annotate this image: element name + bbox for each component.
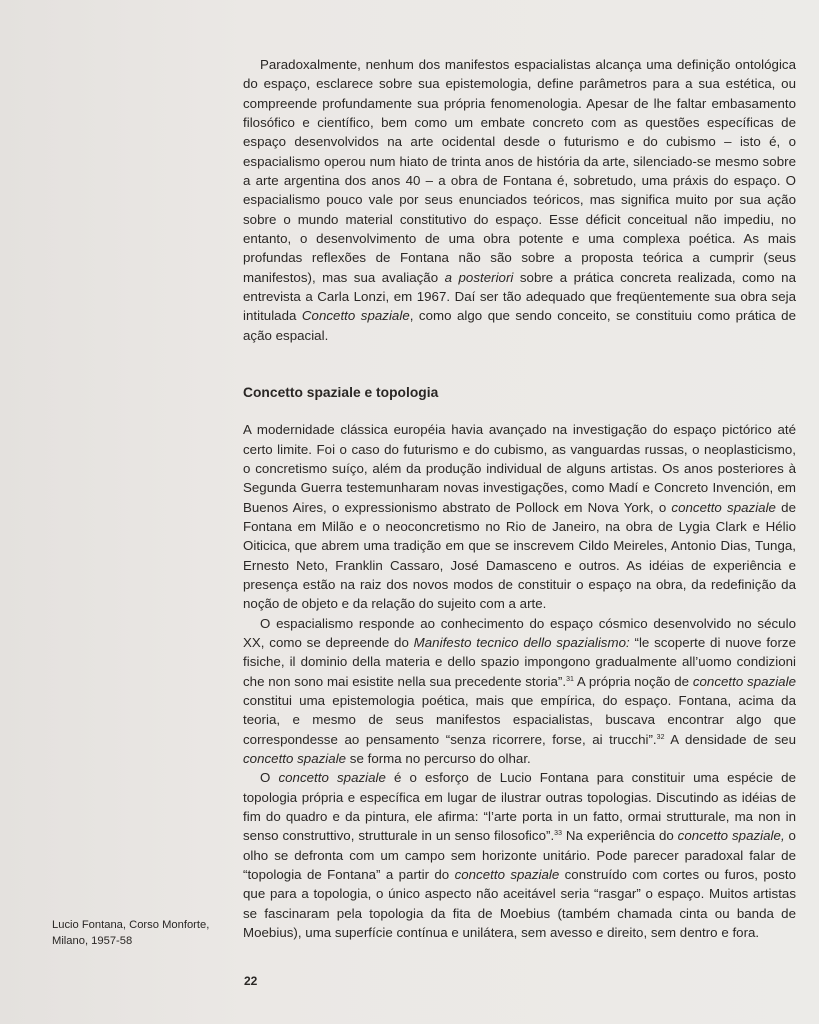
paragraph: A modernidade clássica européia havia avançado na investigação do espaço pictórico até certo limite. Foi o caso do futurismo e do cubismo, as vanguardas russas, o neoplasticismo, o concretismo suíço, além da produção individual de alguns artistas. Os anos posteriores à Segunda Guerra testemunharam novas investigações, como Madí e Concreto Invención, em Buenos Aires, o expressionismo abstrato de Pollock em Nova York, o concetto spaziale de Fontana em Milão e o neoconcretismo no Rio de Janeiro, na obra de Lygia Clark e Hélio Oiticica, que abrem uma tradição em que se inscrevem Cildo Meireles, Antonio Dias, Tunga, Ernesto Neto, Franklin Cassaro, José Damasceno e outros. As idéias de experiência e presença estão na raiz dos novos modos de constituir o espaço na obra, da redefinição da noção de objeto e da relação do sujeito com a arte. [243, 422, 796, 612]
page-number: 22 [244, 974, 258, 988]
paragraph: O concetto spaziale é o esforço de Lucio Fontana para constituir uma espécie de topologia própria e específica em lugar de ilustrar outras topologias. Discutindo as idéias de fim do quadro e da pintura, ele afirma: “l’arte porta in un fatto, ormai strutturale, ma non in senso construttivo, strutturale in un senso filosofico”.$^{33}$ Na experiência do concetto spaziale, o olho se defronta com um campo sem horizonte unitário. Pode parecer paradoxal falar de “topologia de Fontana” a partir do concetto spaziale construído com cortes ou furos, posto que para a topologia, o único aspecto não aceitável seria “rasgar” o espaço. Muitos artistas se fascinaram pela topologia da fita de Moebius (também chamada cinta ou banda de Moebius), uma superfície contínua e unilátera, sem avesso e direito, sem dentro e fora. [243, 770, 796, 941]
footnote-ref: 31 [566, 675, 574, 683]
paragraph: Paradoxalmente, nenhum dos manifestos espacialistas alcança uma definição ontológica do espaço, esclarece sobre sua epistemologia, define parâmetros para a sua estética, ou compreende profundamente sua própria fenomenologia. Apesar de lhe faltar embasamento filosófico e científico, bem como um embate concreto com as questões específicas de espaço desenvolvidos na arte ocidental desde o futurismo e do cubismo – isto é, o espacialismo operou num hiato de trinta anos de história da arte, silenciado-se mesmo sobre a arte argentina dos anos 40 – a obra de Fontana é, sobretudo, uma práxis do espaço. O espacialismo pouco vale por seus enunciados teóricos, mas significa muito por sua ação sobre o mundo material constitutivo do espaço. Esse déficit conceitual não impediu, no entanto, o desenvolvimento de uma obra potente e uma complexa poética. As mais profundas reflexões de Fontana não são sobre a proposta teórica a cumprir (seus manifestos), mas sua avaliação a posteriori sobre a prática concreta realizada, como na entrevista a Carla Lonzi, em 1967. Daí ser tão adequado que freqüentemente sua obra seja intitulada Concetto spaziale, como algo que sendo conceito, se constituiu como prática de ação espacial. [243, 57, 796, 343]
caption-line: Milano, 1957-58 [52, 934, 133, 947]
footnote-ref: 33 [554, 830, 562, 838]
text-column [243, 55, 796, 942]
image-caption [52, 918, 227, 949]
caption-line: Lucio Fontana, Corso Monforte, [52, 919, 210, 931]
paragraph: O espacialismo responde ao conhecimento do espaço cósmico desenvolvido no século XX, como se depreende do Manifesto tecnico dello spazialismo: “le scoperte di nuove forze fisiche, il dominio della materia e dello spazio impongono gradualmente all’uomo condizioni che non sono mai esistite nella sua precedente storia”.$^{31}$ A própria noção de concetto spaziale constitui uma epistemologia poética, mais que empírica, do espaço. Fontana, acima da teoria, e mesmo de seus manifestos espacialistas, buscava encontrar algo que correspondesse ao pensamento “senza ricorrere, forse, ai trucchi”.$^{32}$ A densidade de seu concetto spaziale se forma no percurso do olhar. [243, 615, 797, 766]
section-heading: Concetto spaziale e topologia [243, 385, 439, 401]
footnote-ref: 32 [656, 733, 665, 741]
